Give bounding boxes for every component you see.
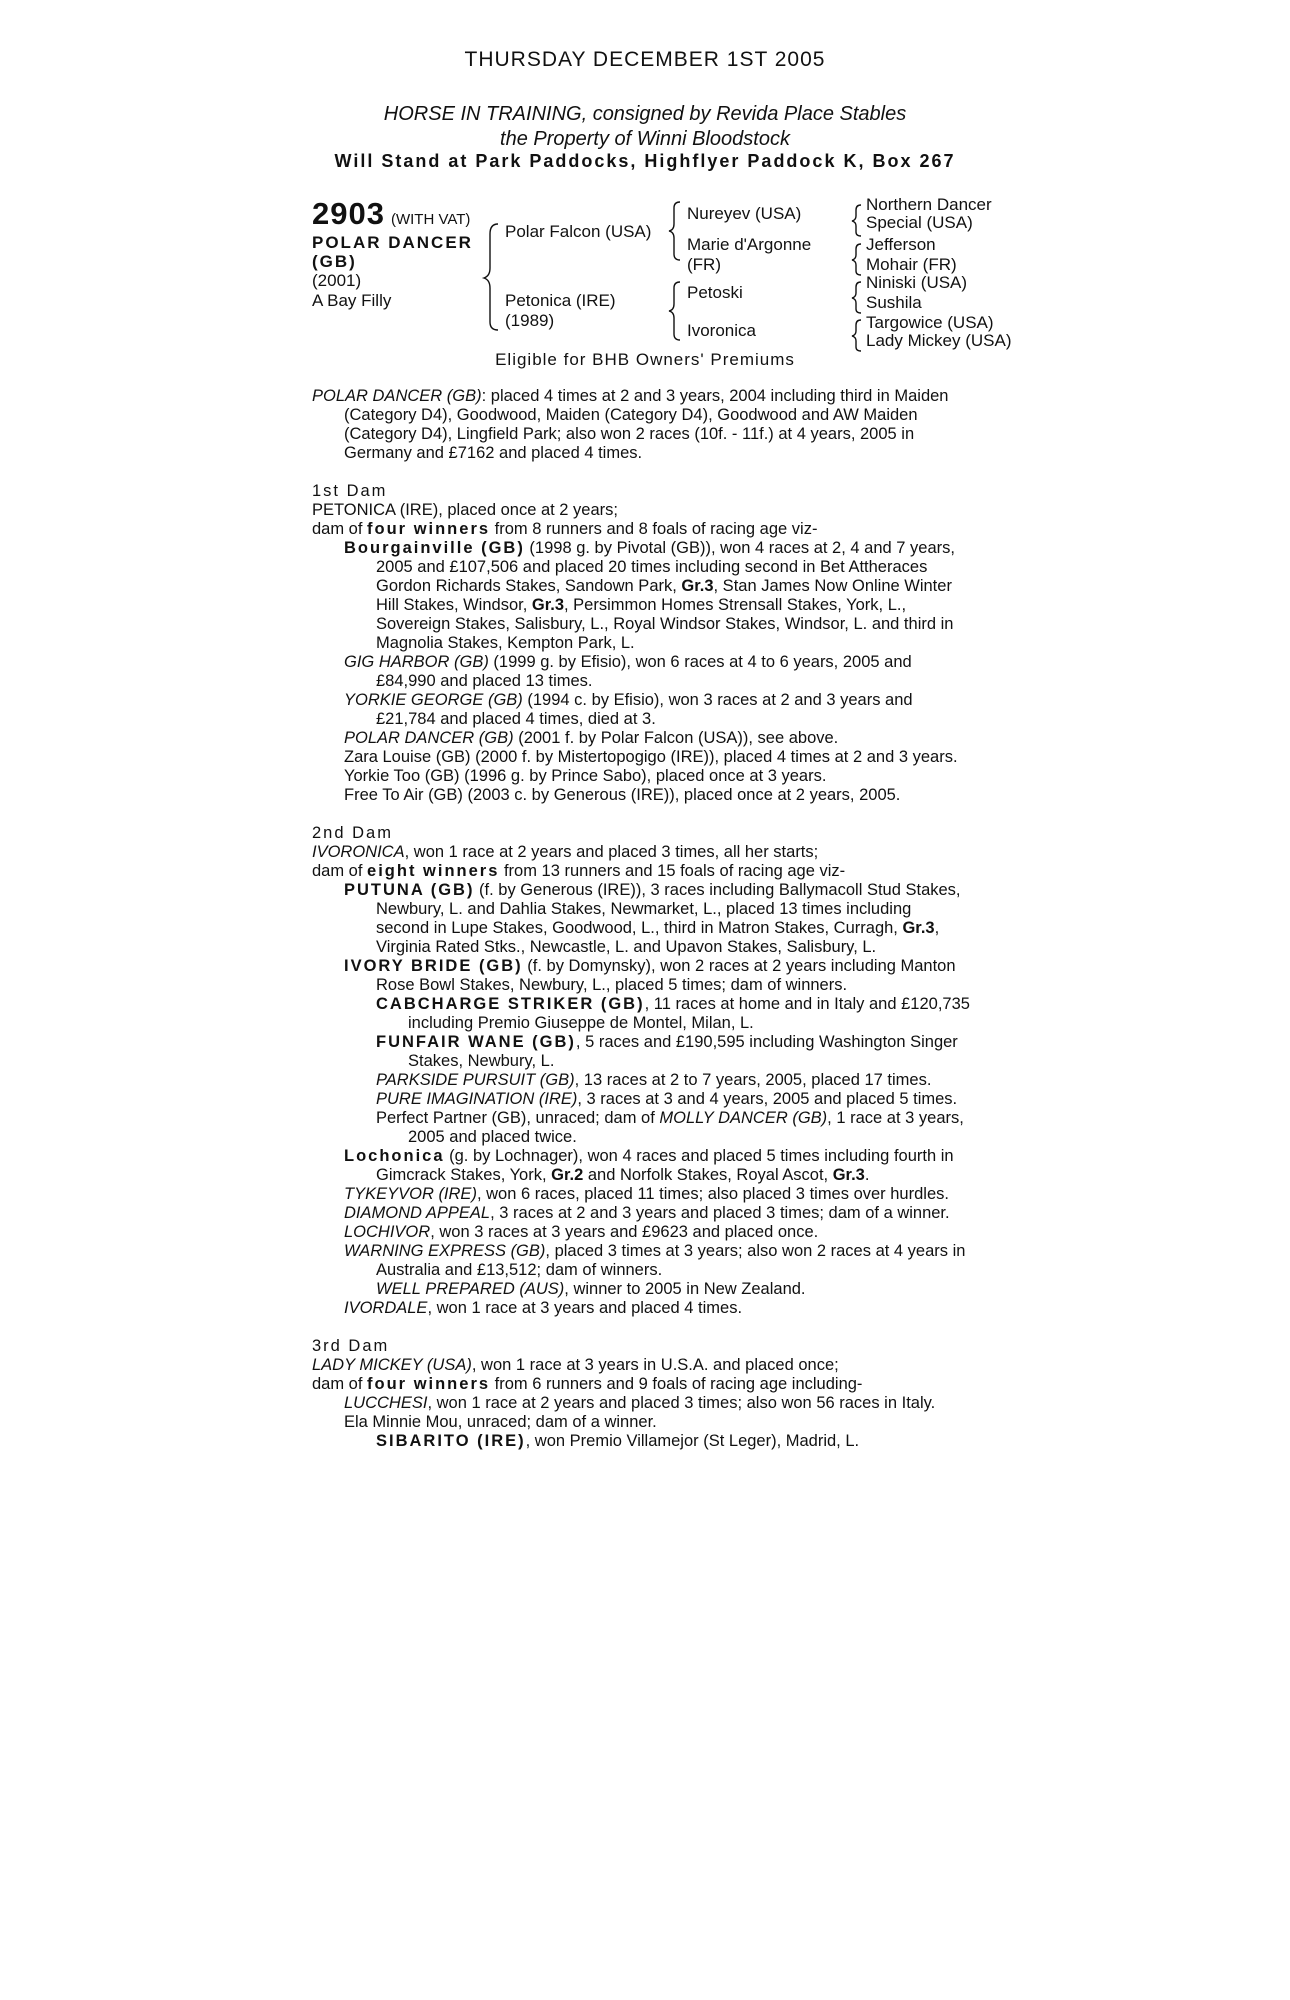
progeny-record: , won 1 race at 2 years and placed 3 times; also won 56 races in Italy. xyxy=(427,1394,936,1412)
grandprogeny-name: WELL PREPARED (AUS) xyxy=(376,1280,565,1298)
progeny-record: , placed 3 times at 3 years; also won 2 races at 4 years in xyxy=(545,1242,966,1260)
horse-year: (2001) xyxy=(312,271,362,290)
pedigree-sire-sire: Nureyev (USA) xyxy=(687,204,802,223)
progeny-record: , 13 races at 2 to 7 years, 2005, placed 17 times. xyxy=(574,1071,932,1089)
catalogue-body xyxy=(312,387,1002,1451)
race-grade: Gr.3 xyxy=(531,596,564,614)
dam-name: IVORONICA xyxy=(312,843,405,861)
progeny-name: TYKEYVOR (IRE) xyxy=(344,1185,477,1203)
sale-date: THURSDAY DECEMBER 1ST 2005 xyxy=(464,48,826,71)
progeny-name: GIG HARBOR (GB) xyxy=(344,653,489,671)
summary-line: (Category D4), Lingfield Park; also won 2 races (10f. - 11f.) at 4 years, 2005 in xyxy=(344,425,915,443)
pedigree-sdd: Mohair (FR) xyxy=(866,255,957,274)
progeny-record: Gordon Richards Stakes, Sandown Park, xyxy=(376,577,682,595)
pedigree-sire-dam: Marie d'Argonne xyxy=(687,235,812,254)
progeny-record: , 3 races at 3 and 4 years, 2005 and placed 5 times. xyxy=(577,1090,958,1108)
summary-line: Germany and £7162 and placed 4 times. xyxy=(344,444,643,462)
summary-horse: POLAR DANCER (GB) xyxy=(312,387,482,405)
pedigree-sire: Polar Falcon (USA) xyxy=(505,222,652,241)
progeny-record: Virginia Rated Stks., Newcastle, L. and Upavon Stakes, Salisbury, L. xyxy=(376,938,877,956)
horse-description: A Bay Filly xyxy=(312,291,392,310)
winners-count: four winners xyxy=(367,1375,491,1393)
lot-number-value: 2903 xyxy=(312,196,385,231)
progeny-record: , xyxy=(934,919,940,937)
progeny-record: . xyxy=(864,1166,870,1184)
pedigree-dds: Targowice (USA) xyxy=(866,313,994,332)
first-dam-heading: 1st Dam xyxy=(312,482,388,500)
progeny-record: , won Premio Villamejor (St Leger), Madrid, L. xyxy=(525,1432,860,1450)
grandprogeny-name: PARKSIDE PURSUIT (GB) xyxy=(376,1071,575,1089)
progeny-name: PUTUNA (GB) xyxy=(344,881,475,899)
progeny-record: (1999 g. by Efisio), won 6 races at 4 to 6 years, 2005 and xyxy=(488,653,912,671)
progeny-record: , Persimmon Homes Strensall Stakes, York, L., xyxy=(564,596,907,614)
progeny-record: Perfect Partner (GB), unraced; dam of xyxy=(376,1109,660,1127)
dam-line: dam of xyxy=(312,862,368,880)
progeny-name: LUCCHESI xyxy=(344,1394,428,1412)
pedigree-sss: Northern Dancer xyxy=(866,195,992,214)
progeny-record: £84,990 and placed 13 times. xyxy=(376,672,593,690)
winners-count: four winners xyxy=(367,520,491,538)
progeny-record: including Premio Giuseppe de Montel, Milan, L. xyxy=(408,1014,754,1032)
dam-line: from 13 runners and 15 foals of racing age viz- xyxy=(499,862,846,880)
horse-country: (GB) xyxy=(312,252,357,271)
progeny-record: , Stan James Now Online Winter xyxy=(713,577,952,595)
pedigree-dam-sire: Petoski xyxy=(687,283,743,302)
progeny-name: IVORDALE xyxy=(344,1299,428,1317)
grandprogeny-name: SIBARITO (IRE) xyxy=(376,1432,526,1450)
pedigree-dam-year: (1989) xyxy=(505,311,555,330)
pedigree-ddd: Lady Mickey (USA) xyxy=(866,331,1012,350)
progeny-record: (g. by Lochnager), won 4 races and placed 5 times including fourth in xyxy=(444,1147,954,1165)
progeny-record: Magnolia Stakes, Kempton Park, L. xyxy=(376,634,635,652)
dam-line: from 8 runners and 8 foals of racing age viz- xyxy=(490,520,818,538)
progeny-record: Yorkie Too (GB) (1996 g. by Prince Sabo), placed once at 3 years. xyxy=(344,767,827,785)
pedigree-sire-dam-country: (FR) xyxy=(687,255,721,274)
progeny-record: Zara Louise (GB) (2000 f. by Mistertopogigo (IRE)), placed 4 times at 2 and 3 years. xyxy=(344,748,958,766)
progeny-name: YORKIE GEORGE (GB) xyxy=(344,691,523,709)
race-grade: Gr.2 xyxy=(551,1166,584,1184)
progeny-record: (f. by Domynsky), won 2 races at 2 years including Manton xyxy=(522,957,956,975)
progeny-name: Lochonica xyxy=(344,1147,445,1165)
grandprogeny-name: MOLLY DANCER (GB) xyxy=(659,1109,828,1127)
progeny-record: and Norfolk Stakes, Royal Ascot, xyxy=(583,1166,833,1184)
summary-section xyxy=(312,387,1002,463)
race-grade: Gr.3 xyxy=(902,919,935,937)
progeny-record: Hill Stakes, Windsor, xyxy=(376,596,532,614)
second-dam-heading: 2nd Dam xyxy=(312,824,393,842)
progeny-record: , won 1 race at 3 years and placed 4 times. xyxy=(427,1299,743,1317)
race-grade: Gr.3 xyxy=(832,1166,865,1184)
progeny-record: (1998 g. by Pivotal (GB)), won 4 races at 2, 4 and 7 years, xyxy=(524,539,955,557)
progeny-record: , 1 race at 3 years, xyxy=(827,1109,964,1127)
first-dam-section xyxy=(312,501,1002,805)
pedigree-ssd: Special (USA) xyxy=(866,213,973,232)
progeny-record: Newbury, L. and Dahlia Stakes, Newmarket, L., placed 13 times including xyxy=(376,900,912,918)
progeny-name: IVORY BRIDE (GB) xyxy=(344,957,523,975)
progeny-record: (f. by Generous (IRE)), 3 races including Ballymacoll Stud Stakes, xyxy=(474,881,961,899)
pedigree-dam-dam: Ivoronica xyxy=(687,321,756,340)
progeny-record: Gimcrack Stakes, York, xyxy=(376,1166,552,1184)
pedigree-dsd: Sushila xyxy=(866,293,922,312)
progeny-record: (2001 f. by Polar Falcon (USA)), see above. xyxy=(513,729,839,747)
progeny-record: Free To Air (GB) (2003 c. by Generous (IRE)), placed once at 2 years, 2005. xyxy=(344,786,901,804)
property-line: the Property of Winni Bloodstock xyxy=(500,128,790,150)
pedigree-sds: Jefferson xyxy=(866,235,936,254)
summary-text: : placed 4 times at 2 and 3 years, 2004 including third in Maiden xyxy=(481,387,949,405)
progeny-record: Ela Minnie Mou, unraced; dam of a winner. xyxy=(344,1413,657,1431)
progeny-record: , won 6 races, placed 11 times; also placed 3 times over hurdles. xyxy=(476,1185,949,1203)
vat-note: (WITH VAT) xyxy=(390,211,471,228)
progeny-record: , 5 races and £190,595 including Washington Singer xyxy=(575,1033,958,1051)
progeny-record: , winner to 2005 in New Zealand. xyxy=(564,1280,806,1298)
progeny-record: £21,784 and placed 4 times, died at 3. xyxy=(376,710,656,728)
horse-name: POLAR DANCER xyxy=(312,233,473,252)
progeny-record: , won 3 races at 3 years and £9623 and placed once. xyxy=(430,1223,819,1241)
dam-line: , won 1 race at 2 years and placed 3 times, all her starts; xyxy=(404,843,819,861)
pedigree-braces xyxy=(0,0,1290,380)
consignment-line: HORSE IN TRAINING, consigned by Revida Place Stables xyxy=(383,103,907,125)
progeny-record: second in Lupe Stakes, Goodwood, L., third in Matron Stakes, Curragh, xyxy=(376,919,903,937)
dam-line: dam of xyxy=(312,1375,368,1393)
eligibility-note: Eligible for BHB Owners' Premiums xyxy=(495,350,795,369)
progeny-name: WARNING EXPRESS (GB) xyxy=(344,1242,546,1260)
dam-name: LADY MICKEY (USA) xyxy=(312,1356,472,1374)
race-grade: Gr.3 xyxy=(681,577,714,595)
progeny-record: Stakes, Newbury, L. xyxy=(408,1052,555,1070)
third-dam-heading: 3rd Dam xyxy=(312,1337,390,1355)
dam-line: PETONICA (IRE), placed once at 2 years; xyxy=(312,501,618,519)
progeny-name: DIAMOND APPEAL xyxy=(344,1204,491,1222)
progeny-name: POLAR DANCER (GB) xyxy=(344,729,514,747)
progeny-record: 2005 and £107,506 and placed 20 times including second in Bet Attheraces xyxy=(376,558,928,576)
grandprogeny-name: PURE IMAGINATION (IRE) xyxy=(376,1090,578,1108)
progeny-record: (1994 c. by Efisio), won 3 races at 2 and 3 years and xyxy=(522,691,913,709)
progeny-record: Australia and £13,512; dam of winners. xyxy=(376,1261,663,1279)
dam-line: from 6 runners and 9 foals of racing age including- xyxy=(490,1375,863,1393)
second-dam-section xyxy=(312,843,1002,1318)
grandprogeny-name: CABCHARGE STRIKER (GB) xyxy=(376,995,645,1013)
pedigree-dss: Niniski (USA) xyxy=(866,273,968,292)
dam-line: , won 1 race at 3 years in U.S.A. and placed once; xyxy=(471,1356,839,1374)
progeny-record: , 3 races at 2 and 3 years and placed 3 times; dam of a winner. xyxy=(490,1204,950,1222)
progeny-record: Sovereign Stakes, Salisbury, L., Royal Windsor Stakes, Windsor, L. and third in xyxy=(376,615,954,633)
dam-line: dam of xyxy=(312,520,368,538)
winners-count: eight winners xyxy=(367,862,500,880)
progeny-name: LOCHIVOR xyxy=(344,1223,431,1241)
third-dam-section xyxy=(312,1356,1002,1451)
progeny-record: , 11 races at home and in Italy and £120,735 xyxy=(644,995,970,1013)
pedigree-dam: Petonica (IRE) xyxy=(505,291,616,310)
location-line: Will Stand at Park Paddocks, Highflyer Paddock K, Box 267 xyxy=(334,151,956,171)
progeny-name: Bourgainville (GB) xyxy=(344,539,525,557)
progeny-record: Rose Bowl Stakes, Newbury, L., placed 5 times; dam of winners. xyxy=(376,976,848,994)
summary-line: (Category D4), Goodwood, Maiden (Category D4), Goodwood and AW Maiden xyxy=(344,406,918,424)
progeny-record: 2005 and placed twice. xyxy=(408,1128,577,1146)
grandprogeny-name: FUNFAIR WANE (GB) xyxy=(376,1033,576,1051)
